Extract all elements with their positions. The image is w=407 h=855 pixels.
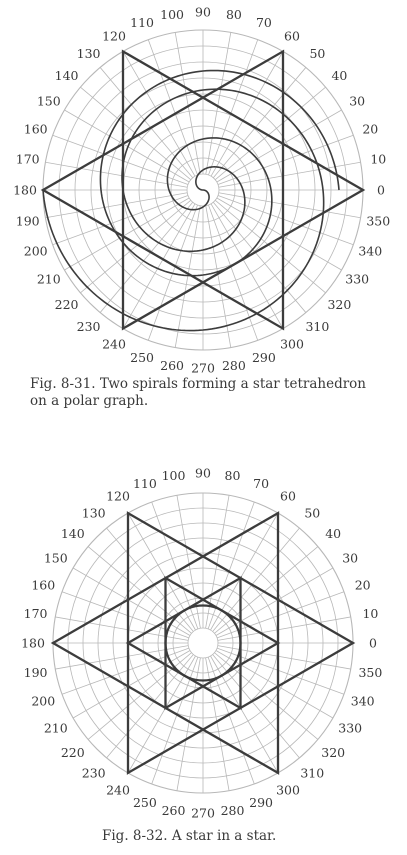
grid-spoke xyxy=(45,162,187,187)
angle-label: 270 xyxy=(191,360,215,376)
grid-spoke xyxy=(219,193,361,218)
angle-label: 160 xyxy=(23,121,48,137)
angle-label: 200 xyxy=(23,243,48,259)
angle-label: 310 xyxy=(305,318,330,334)
angle-label: 200 xyxy=(31,693,56,709)
angle-label: 140 xyxy=(54,68,79,84)
angle-label: 350 xyxy=(366,213,391,229)
angle-label: 50 xyxy=(309,46,326,62)
angle-label: 190 xyxy=(23,665,48,680)
angle-label: 190 xyxy=(15,213,40,229)
angle-label: 80 xyxy=(224,468,241,484)
angle-label: 140 xyxy=(60,526,85,542)
polar-grid xyxy=(21,466,382,821)
angle-label: 330 xyxy=(345,271,370,287)
angle-label: 70 xyxy=(253,475,270,491)
angle-label: 120 xyxy=(106,488,130,504)
angle-label: 260 xyxy=(160,357,185,373)
angle-label: 240 xyxy=(106,782,130,798)
angle-label: 300 xyxy=(280,336,304,352)
angle-label: 160 xyxy=(31,577,56,593)
angle-label: 220 xyxy=(54,296,79,312)
angle-label: 80 xyxy=(225,7,242,23)
polar-graph-star-tetrahedron xyxy=(0,0,407,376)
angle-label: 210 xyxy=(36,271,61,287)
angle-label: 20 xyxy=(354,577,371,593)
polar-graph-star-in-star xyxy=(0,430,407,825)
grid-spoke xyxy=(45,193,187,218)
angle-label: 30 xyxy=(342,550,359,566)
angle-label: 300 xyxy=(276,782,300,798)
grid-circle xyxy=(188,628,218,658)
angle-label: 110 xyxy=(132,475,157,491)
angle-label: 90 xyxy=(195,465,211,481)
angle-label: 20 xyxy=(362,121,379,137)
angle-label: 220 xyxy=(60,744,85,760)
angle-label: 260 xyxy=(161,802,186,818)
angle-label: 290 xyxy=(249,795,274,811)
angle-label: 250 xyxy=(130,349,155,365)
figure-8-32 xyxy=(0,430,407,855)
angle-label: 310 xyxy=(300,765,325,781)
angle-label: 230 xyxy=(81,765,106,781)
angle-label: 100 xyxy=(160,7,185,23)
angle-label: 240 xyxy=(102,336,126,352)
angle-label: 100 xyxy=(161,468,186,484)
angle-label: 40 xyxy=(325,526,342,542)
angle-label: 50 xyxy=(304,505,321,521)
angle-label: 280 xyxy=(220,802,245,818)
angle-label: 180 xyxy=(21,635,45,651)
angle-label: 320 xyxy=(327,296,352,312)
angle-label: 230 xyxy=(76,318,101,334)
angle-label: 340 xyxy=(358,243,383,259)
angle-label: 60 xyxy=(284,28,300,44)
angle-label: 290 xyxy=(251,349,276,365)
angle-label: 330 xyxy=(338,720,363,736)
angle-label: 150 xyxy=(43,550,68,566)
angle-label: 70 xyxy=(255,15,272,31)
grid-spoke xyxy=(175,206,200,348)
angle-label: 110 xyxy=(130,15,155,31)
angle-label: 150 xyxy=(36,93,61,109)
angle-label: 350 xyxy=(358,665,383,680)
angle-label: 10 xyxy=(362,606,379,621)
angle-label: 210 xyxy=(43,720,68,736)
angle-label: 130 xyxy=(81,505,106,521)
angle-label: 130 xyxy=(76,46,101,62)
angle-label: 250 xyxy=(132,795,157,811)
angle-label: 340 xyxy=(350,693,375,709)
angle-label: 0 xyxy=(377,182,385,198)
angle-label: 170 xyxy=(23,606,48,621)
grid-spoke xyxy=(206,32,231,174)
angle-label: 0 xyxy=(369,635,377,651)
angle-label: 10 xyxy=(370,151,387,167)
angle-label: 30 xyxy=(349,93,366,109)
angle-label: 320 xyxy=(321,744,346,760)
angle-label: 120 xyxy=(102,28,126,44)
angle-label: 170 xyxy=(15,151,40,167)
angle-label: 280 xyxy=(221,357,246,373)
angle-label: 60 xyxy=(280,488,296,504)
angle-label: 180 xyxy=(13,182,37,198)
figure-caption: Fig. 8-32. A star in a star. xyxy=(102,828,277,844)
angle-label: 40 xyxy=(331,68,348,84)
figure-caption: Fig. 8-31. Two spirals forming a star tetrahedron on a polar graph. xyxy=(30,376,366,409)
angle-label: 270 xyxy=(191,805,215,821)
angle-label: 90 xyxy=(195,4,211,20)
